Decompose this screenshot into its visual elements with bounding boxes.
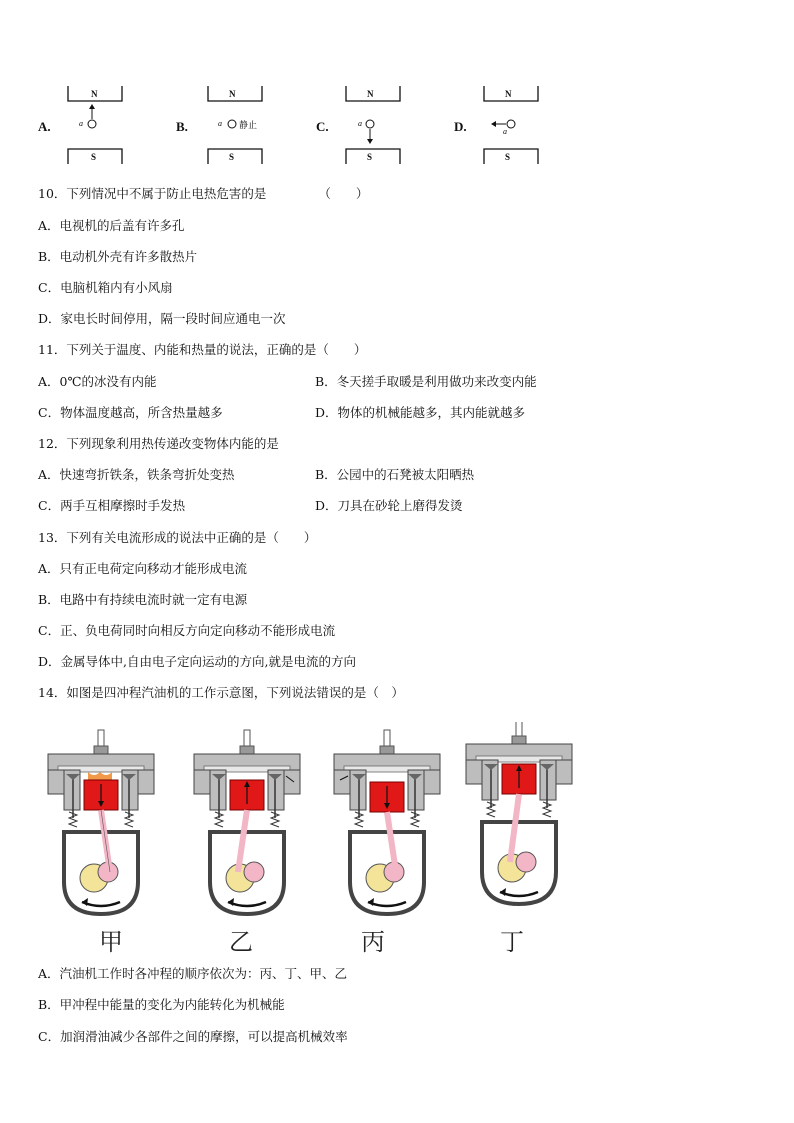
q14-option-b: B．甲冲程中能量的变化为内能转化为机械能 <box>38 997 285 1012</box>
q9-b-north-label: N <box>229 89 236 99</box>
q9-c-north-label: N <box>367 89 374 99</box>
q13-option-b: B．电路中有持续电流时就一定有电源 <box>38 592 248 607</box>
q10-option-c: C．电脑机箱内有小风扇 <box>38 280 173 295</box>
engine-yi <box>194 730 300 914</box>
stroke-label-bing: 丙 <box>361 928 385 956</box>
q13-stem: 13．下列有关电流形成的说法中正确的是（ ） <box>38 530 317 545</box>
q9-d-charge-label: a <box>503 127 507 136</box>
q9-d-south-label: S <box>505 152 511 162</box>
q9-option-c-letter: C. <box>316 119 329 134</box>
q12-stem: 12．下列现象利用热传递改变物体内能的是 <box>38 436 279 451</box>
q10-stem <box>38 186 368 202</box>
engine-bing <box>334 730 440 914</box>
q9-d-north-label: N <box>505 89 512 99</box>
q14-stem: 14．如图是四冲程汽油机的工作示意图，下列说法错误的是（ ） <box>38 685 404 700</box>
q11-option-c: C．物体温度越高，所含热量越多 <box>38 405 223 420</box>
q12-option-b: B．公园中的石凳被太阳晒热 <box>315 467 475 482</box>
engine-ding <box>466 722 572 904</box>
stroke-label-ding: 丁 <box>500 928 524 956</box>
q12-option-a: A．快速弯折铁条，铁条弯折处变热 <box>38 467 235 482</box>
stroke-label-yi: 乙 <box>229 928 253 956</box>
q9-a-south-label: S <box>91 152 97 162</box>
q11-option-d: D．物体的机械能越多，其内能就越多 <box>315 405 526 420</box>
q10-option-a: A．电视机的后盖有许多孔 <box>38 218 185 233</box>
q9-a-north-label: N <box>91 89 98 99</box>
q12-option-d: D．刀具在砂轮上磨得发烫 <box>315 498 463 513</box>
stroke-label-jia: 甲 <box>99 928 123 956</box>
q12-option-c: C．两手互相摩擦时手发热 <box>38 498 186 513</box>
engine-strokes-figure <box>44 722 604 922</box>
q11-stem: 11．下列关于温度、内能和热量的说法，正确的是（ ） <box>38 342 367 357</box>
q9-c-charge-label: a <box>358 119 362 128</box>
q10-option-b: B．电动机外壳有许多散热片 <box>38 249 198 264</box>
q13-option-a: A．只有正电荷定向移动才能形成电流 <box>38 561 248 576</box>
q9-a-charge-label: a <box>79 119 83 128</box>
q14-option-c: C．加润滑油减少各部件之间的摩擦，可以提高机械效率 <box>38 1029 348 1044</box>
q9-option-a-letter: A. <box>38 119 51 134</box>
q9-b-charge-label: a <box>218 119 222 128</box>
q10-bracket: （ ） <box>318 186 369 201</box>
q9-b-note: 静止 <box>239 121 258 131</box>
q11-option-a: A．0℃的冰没有内能 <box>38 374 157 389</box>
q9-option-d-letter: D. <box>454 119 467 134</box>
q10-option-d: D．家电长时间停用，隔一段时间应通电一次 <box>38 311 286 326</box>
q14-option-a: A．汽油机工作时各冲程的顺序依次为：丙、丁、甲、乙 <box>38 966 348 981</box>
q13-option-d: D．金属导体中,自由电子定向运动的方向,就是电流的方向 <box>38 654 356 669</box>
q9-option-b-letter: B. <box>176 119 188 134</box>
q10-stem-text: 10．下列情况中不属于防止电热危害的是 <box>38 186 267 201</box>
q9-c-south-label: S <box>367 152 373 162</box>
engine-jia <box>48 730 154 914</box>
q9-b-south-label: S <box>229 152 235 162</box>
q13-option-c: C．正、负电荷同时向相反方向定向移动不能形成电流 <box>38 623 336 638</box>
q11-option-b: B．冬天搓手取暖是利用做功来改变内能 <box>315 374 537 389</box>
